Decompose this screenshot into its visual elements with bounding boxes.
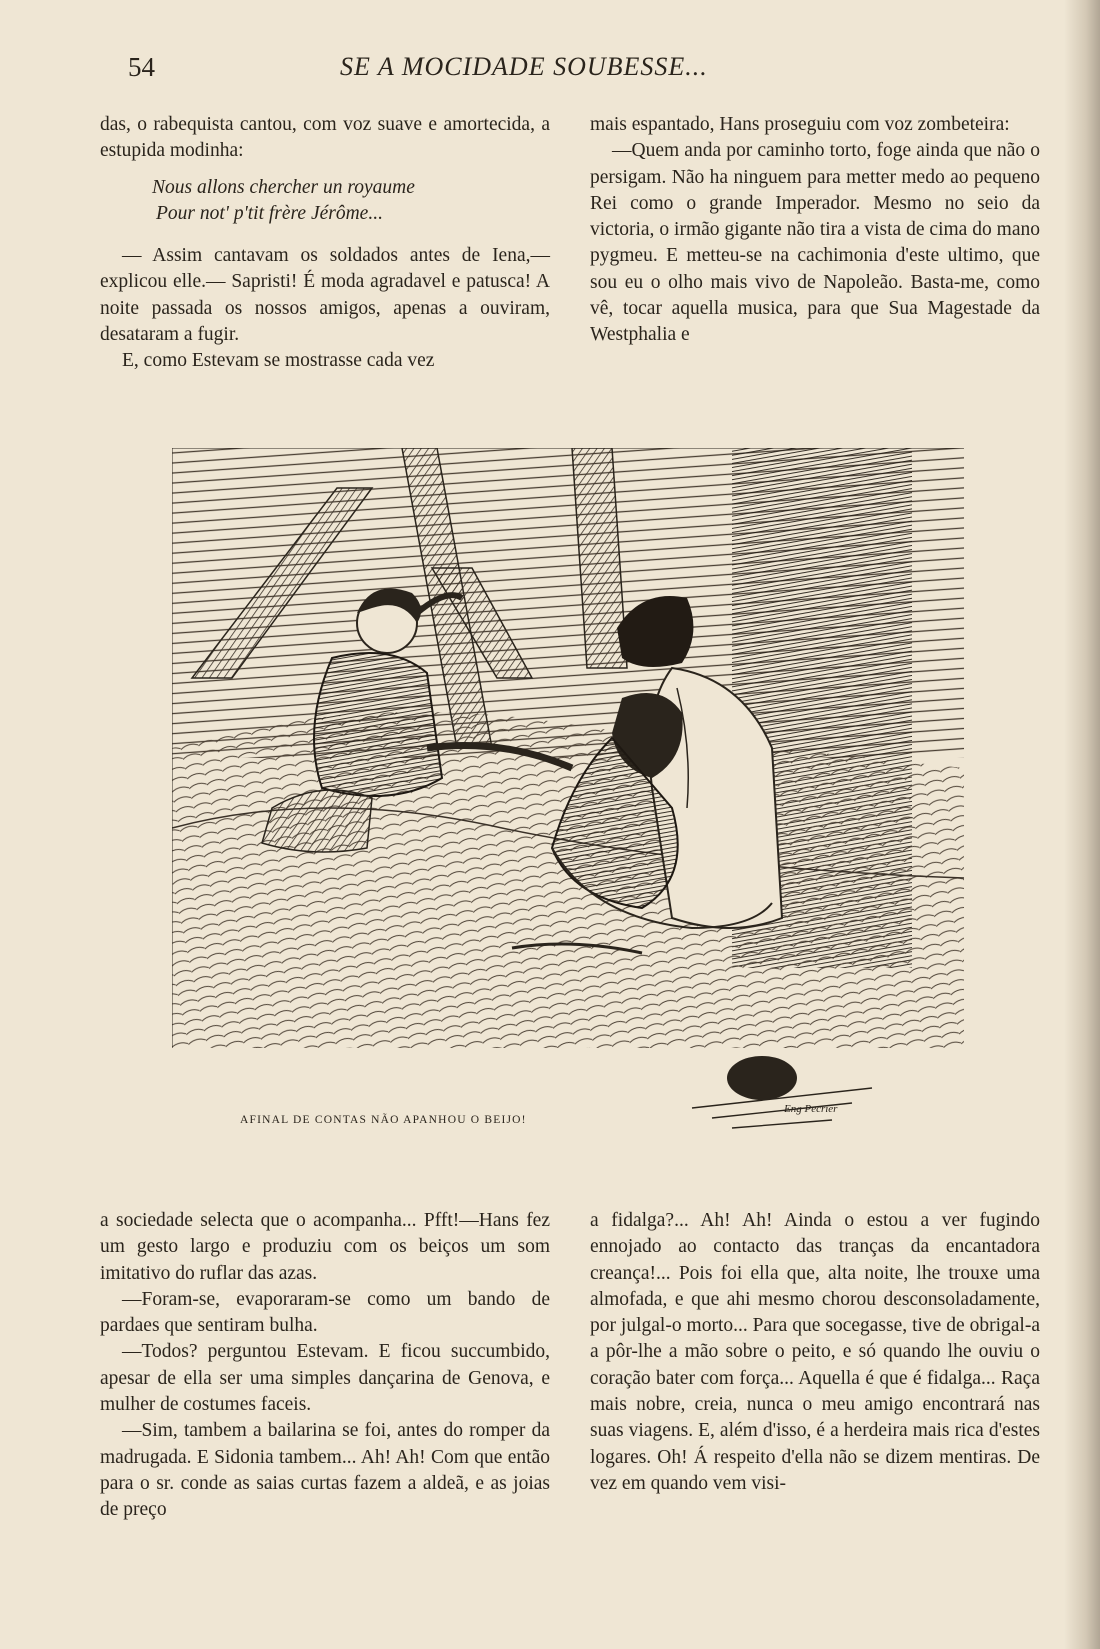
- verse-line: Pour not' p'tit frère Jérôme...: [156, 202, 383, 224]
- paragraph: —Quem anda por caminho torto, foge ainda que não o persigam. Não ha ninguem para metter medo ao pequeno Rei como o grande Imperador. Mesmo no seio da victoria, o irmão gigante não tira a vista de cima do mano pygmeu. E metteu-se na cachimonia d'este ultimo, que sou eu o olho mais vivo de Napoleão. Basta-me, como vê, tocar aquella musica, para que Sua Magestade da Westphalia e: [590, 140, 1040, 346]
- page-edge-shadow: [1064, 0, 1100, 1649]
- paragraph: mais espantado, Hans proseguiu com voz zombeteira:: [590, 114, 1010, 135]
- paragraph: a sociedade selecta que o acompanha... Pfft!—Hans fez um gesto largo e produziu com os beiços um som imitativo do ruflar das azas.: [100, 1210, 550, 1284]
- paragraph: —Foram-se, evaporaram-se como um bando de pardaes que sentiram bulha.: [100, 1288, 550, 1337]
- verse-quote: [100, 175, 550, 228]
- column-bottom-left: [100, 1208, 550, 1524]
- column-top-right: [590, 112, 1040, 349]
- illustration-caption: AFINAL DE CONTAS NÃO APANHOU O BEIJO!: [240, 1114, 527, 1126]
- barn-scene-engraving: [172, 448, 964, 1148]
- paragraph: —Todos? perguntou Estevam. E ficou succumbido, apesar de ella ser uma simples dançarina de Genova, e mulher de costumes faceis.: [100, 1341, 550, 1416]
- hat-shape: [727, 1056, 797, 1100]
- column-bottom-right: [590, 1208, 1040, 1497]
- paragraph: E, como Estevam se mostrasse cada vez: [122, 350, 435, 372]
- verse-line: Nous allons chercher un royaume: [152, 176, 415, 198]
- paragraph: —Sim, tambem a bailarina se foi, antes do romper da madrugada. E Sidonia tambem... Ah! Ah! Com que então para o sr. conde as saias curtas fazem a aldeã, e as joias de preço: [100, 1420, 550, 1521]
- engraving-illustration: [172, 448, 964, 1148]
- paragraph: a fidalga?... Ah! Ah! Ainda o estou a ver fugindo ennojado ao contacto das tranças da encantadora creança!... Pois foi ella que, alta noite, lhe trouxe uma almofada, e que ahi mesmo chorou desconsoladamente, por julgal-o morto... Para que socegasse, tive de obrigal-a a pôr-lhe a mão sobre o peito, e só quando lhe ouviu o coração bater com força... Aquella é que é fidalga... Raça mais nobre, creia, nunca o meu amigo encontrará nas suas viagens. E, além d'isso, é a herdeira mais rica d'estes logares. Oh! Á respeito d'ella não se dizem mentiras. De vez em quando vem visi-: [590, 1210, 1040, 1494]
- paragraph: das, o rabequista cantou, com voz suave e amortecida, a estupida modinha:: [100, 114, 550, 162]
- page-number: 54: [128, 52, 155, 82]
- paragraph: — Assim cantavam os soldados antes de Iena,— explicou elle.— Sapristi! É moda agradavel e patusca! A noite passada os nossos amigos, apenas a ouviram, desataram a fugir.: [100, 245, 550, 346]
- artist-signature: Eng Pecrier: [784, 1103, 838, 1115]
- column-top-left: [100, 112, 550, 375]
- page-header: [0, 52, 1100, 92]
- running-title: SE A MOCIDADE SOUBESSE...: [340, 52, 708, 81]
